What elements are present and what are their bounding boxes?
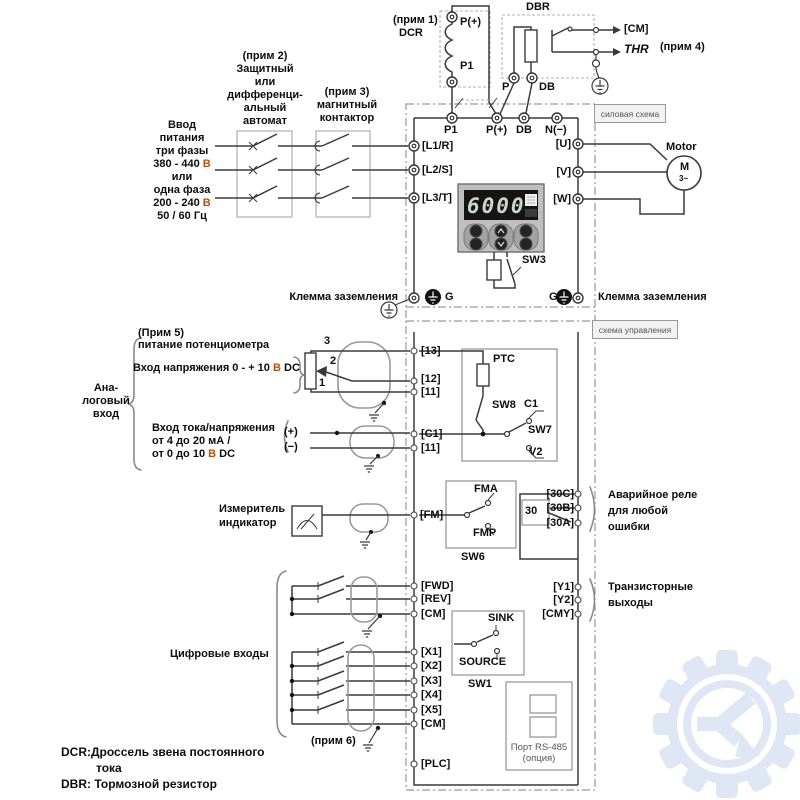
fm-meter-output — [292, 504, 410, 548]
ground-right-label: Клемма заземления — [598, 291, 707, 303]
breaker-note: (прим 2) Защитный или дифференци- альный автомат — [227, 50, 303, 127]
p1-top-label: P1 — [460, 60, 474, 72]
plus-label: (+) — [284, 426, 298, 438]
current-input-note: Вход тока/напряжения от 4 до 20 мА / от 0 до 10 В DC — [152, 422, 275, 460]
terminal-x3-label: [X3] — [421, 675, 442, 687]
sink-label: SINK — [488, 612, 515, 624]
relay-30-label: 30 — [525, 505, 538, 517]
g-left-label: G — [445, 291, 454, 303]
terminal-13-label: [13] — [421, 345, 441, 357]
sw3-switch — [487, 252, 521, 288]
current-voltage-input — [310, 426, 410, 472]
terminal-v-label: [V] — [556, 166, 571, 178]
terminal-l2s-label: [L2/S] — [422, 164, 453, 176]
terminal-x2-label: [X2] — [421, 660, 442, 672]
terminal-y2-label: [Y2] — [553, 594, 574, 606]
terminal-12-label: [12] — [421, 373, 441, 385]
supply-breaker-contactor — [215, 131, 408, 217]
voltage-input-note: Вход напряжения 0 - + 10 В DC — [133, 362, 300, 374]
note-5: (Прим 5) — [138, 327, 185, 339]
note-4: (прим 4) — [660, 41, 705, 53]
legend-dcr-line1: DCR:Дроссель звена постоянного — [61, 745, 265, 759]
analog-input-group-label: Ана- логовый вход — [82, 382, 130, 420]
source-label: SOURCE — [459, 656, 507, 668]
sw1-label: SW1 — [468, 678, 492, 690]
dbr-braking-resistor — [500, 15, 621, 114]
terminal-30a-label: [30A] — [546, 517, 574, 529]
ground-left-label: Клемма заземления — [289, 291, 398, 303]
note-1: (прим 1) — [393, 14, 438, 26]
thr-label: THR — [624, 42, 649, 56]
terminal-fm-label: [FM] — [420, 509, 444, 521]
bus-pplus-label: P(+) — [486, 124, 508, 136]
fmp-label: FMP — [473, 527, 497, 539]
terminal-x1-label: [X1] — [421, 646, 442, 658]
g-right-label: G — [549, 291, 558, 303]
terminal-cm2-label: [CM] — [421, 718, 446, 730]
terminal-u-label: [U] — [555, 138, 571, 150]
sw7-label: SW7 — [528, 424, 552, 436]
legend-dcr-line2: тока — [96, 761, 122, 775]
pot-pin2-label: 2 — [330, 355, 337, 367]
sw8-label: SW8 — [492, 399, 516, 411]
bus-p1-label: P1 — [444, 124, 458, 136]
ptc-label: PTC — [493, 353, 515, 365]
terminal-w-label: [W] — [553, 193, 571, 205]
motor-label: Motor — [666, 141, 697, 153]
terminal-cm1-label: [CM] — [421, 608, 446, 620]
terminal-x4-label: [X4] — [421, 689, 442, 701]
supply-note: Ввод питания три фазы 380 - 440 В или одна фаза 200 - 240 В 50 / 60 Гц — [153, 119, 211, 222]
rs485-label: Порт RS-485 (опция) — [510, 742, 568, 764]
terminal-l1r-label: [L1/R] — [422, 140, 454, 152]
v2-contact-label: V2 — [529, 446, 543, 458]
terminal-30b-label: [30B] — [546, 502, 574, 514]
dcr-label: DCR — [399, 27, 423, 39]
minus-label: (−) — [284, 441, 298, 453]
meter-label: Измеритель индикатор — [219, 503, 286, 529]
terminal-c1-label: [C1] — [421, 428, 443, 440]
db-terminal-label: DB — [539, 81, 555, 93]
terminal-l3t-label: [L3/T] — [422, 192, 452, 204]
sw6-label: SW6 — [461, 551, 485, 563]
digital-inputs-wiring — [290, 576, 410, 751]
bus-n-label: N(−) — [545, 124, 567, 136]
sw3-label: SW3 — [522, 254, 546, 266]
fma-label: FMA — [474, 483, 498, 495]
terminal-fwd-label: [FWD] — [421, 580, 454, 592]
terminal-11a-label: [11] — [421, 386, 440, 398]
transistor-outputs-note: Транзисторные выходы — [608, 581, 693, 609]
p-plus-top-label: P(+) — [460, 16, 482, 28]
motor-m: M — [680, 161, 690, 173]
p-terminal-label: P — [502, 81, 510, 93]
bus-db-label: DB — [516, 124, 532, 136]
pot-pin1-label: 1 — [319, 377, 326, 389]
terminal-rev-label: [REV] — [421, 593, 451, 605]
contactor-note: (прим 3) магнитный контактор — [316, 86, 378, 124]
motor-phase: 3~ — [679, 174, 689, 183]
alarm-relay-note: Аварийное реле для любой ошибки — [608, 489, 698, 533]
keypad-display: 6000 — [467, 194, 526, 218]
note-6: (прим 6) — [311, 735, 356, 747]
terminal-plc-label: [PLC] — [421, 758, 451, 770]
legend-dbr-line: DBR: Тормозной резистор — [61, 777, 217, 791]
digital-inputs-label: Цифровые входы — [170, 648, 269, 660]
cm-output-label: [CM] — [624, 23, 649, 35]
terminal-y1-label: [Y1] — [553, 581, 574, 593]
power-section-tag: силовая схема — [594, 104, 666, 123]
brand-gear-watermark-icon — [653, 650, 800, 798]
dbr-label: DBR — [526, 1, 550, 13]
terminal-11b-label: [11] — [421, 442, 440, 454]
terminal-x5-label: [X5] — [421, 704, 442, 716]
pot-pin3-label: 3 — [324, 335, 331, 347]
terminal-30c-label: [30C] — [546, 488, 574, 500]
terminal-cmy-label: [CMY] — [542, 608, 574, 620]
pot-supply-note: питание потенциометра — [138, 339, 270, 351]
c1-contact-label: C1 — [524, 398, 539, 410]
control-section-tag: схема управления — [592, 320, 678, 339]
